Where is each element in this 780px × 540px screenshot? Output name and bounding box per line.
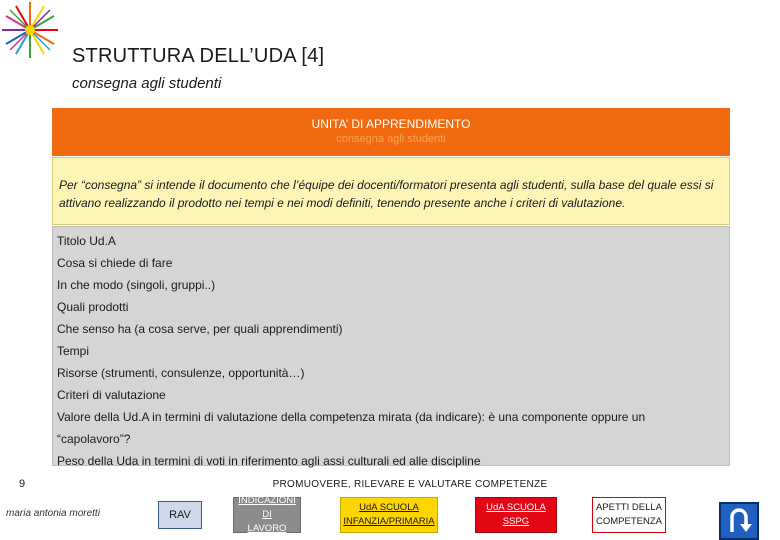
uda-infanzia-primaria-button[interactable] xyxy=(340,497,438,533)
items-list xyxy=(52,226,730,466)
aspetti-label-line2: COMPETENZA xyxy=(596,516,662,527)
list-item: Titolo Ud.A xyxy=(57,234,116,248)
page-subtitle: consegna agli studenti xyxy=(72,75,222,92)
u-turn-arrow-icon xyxy=(724,506,754,536)
uda-header-title: UNITA’ DI APPRENDIMENTO xyxy=(311,117,471,131)
sspg-label-line1: UdA SCUOLA xyxy=(486,502,546,513)
list-item: Valore della Ud.A in termini di valutazione della competenza mirata (da indicare): è una componente oppure un xyxy=(57,410,646,424)
return-button[interactable] xyxy=(719,502,759,540)
footer-slogan: PROMUOVERE, RILEVARE E VALUTARE COMPETENZE xyxy=(272,479,548,490)
list-item: Cosa si chiede di fare xyxy=(57,256,173,270)
page-number: 9 xyxy=(19,478,26,490)
uda-header-subtitle: consegna agli studenti xyxy=(336,133,446,145)
starburst-logo-icon xyxy=(0,0,60,60)
list-item: “capolavoro”? xyxy=(57,432,131,446)
infanzia-label-line1: UdA SCUOLA xyxy=(359,502,419,513)
infanzia-label-line2: INFANZIA/PRIMARIA xyxy=(343,516,435,527)
author-name: maria antonia moretti xyxy=(6,508,100,519)
aspetti-label-line1: APETTI DELLA xyxy=(596,502,662,513)
definition-box: Per “consegna” si intende il documento che l’équipe dei docenti/formatori presenta agli studenti, sulla base del quale essi si attivano realizzando il prodotto nei tempi e nei modi definiti, tenendo presente anche i criteri di valutazione. xyxy=(52,157,730,225)
indicazioni-label-line1: INDICAZIONI DI xyxy=(238,495,296,520)
rav-button-label: RAV xyxy=(169,509,191,521)
page-title: STRUTTURA DELL’UDA [4] xyxy=(72,45,325,67)
list-item: Criteri di valutazione xyxy=(57,388,166,402)
list-item: Che senso ha (a cosa serve, per quali apprendimenti) xyxy=(57,322,343,336)
list-item: Quali prodotti xyxy=(57,300,129,314)
uda-header-box xyxy=(52,108,730,156)
sspg-label-line2: SSPG xyxy=(502,516,530,527)
list-item: Peso della Uda in termini di voti in riferimento agli assi culturali ed alle discipline xyxy=(57,454,481,468)
indicazioni-lavoro-button[interactable] xyxy=(233,497,301,533)
uda-sspg-button[interactable] xyxy=(475,497,557,533)
aspetti-competenza-button[interactable] xyxy=(592,497,666,533)
rav-button[interactable] xyxy=(158,501,202,529)
indicazioni-label-line2: LAVORO xyxy=(247,523,287,534)
list-item: Tempi xyxy=(57,344,90,358)
list-item: Risorse (strumenti, consulenze, opportunità…) xyxy=(57,366,305,380)
list-item: In che modo (singoli, gruppi..) xyxy=(57,278,216,292)
